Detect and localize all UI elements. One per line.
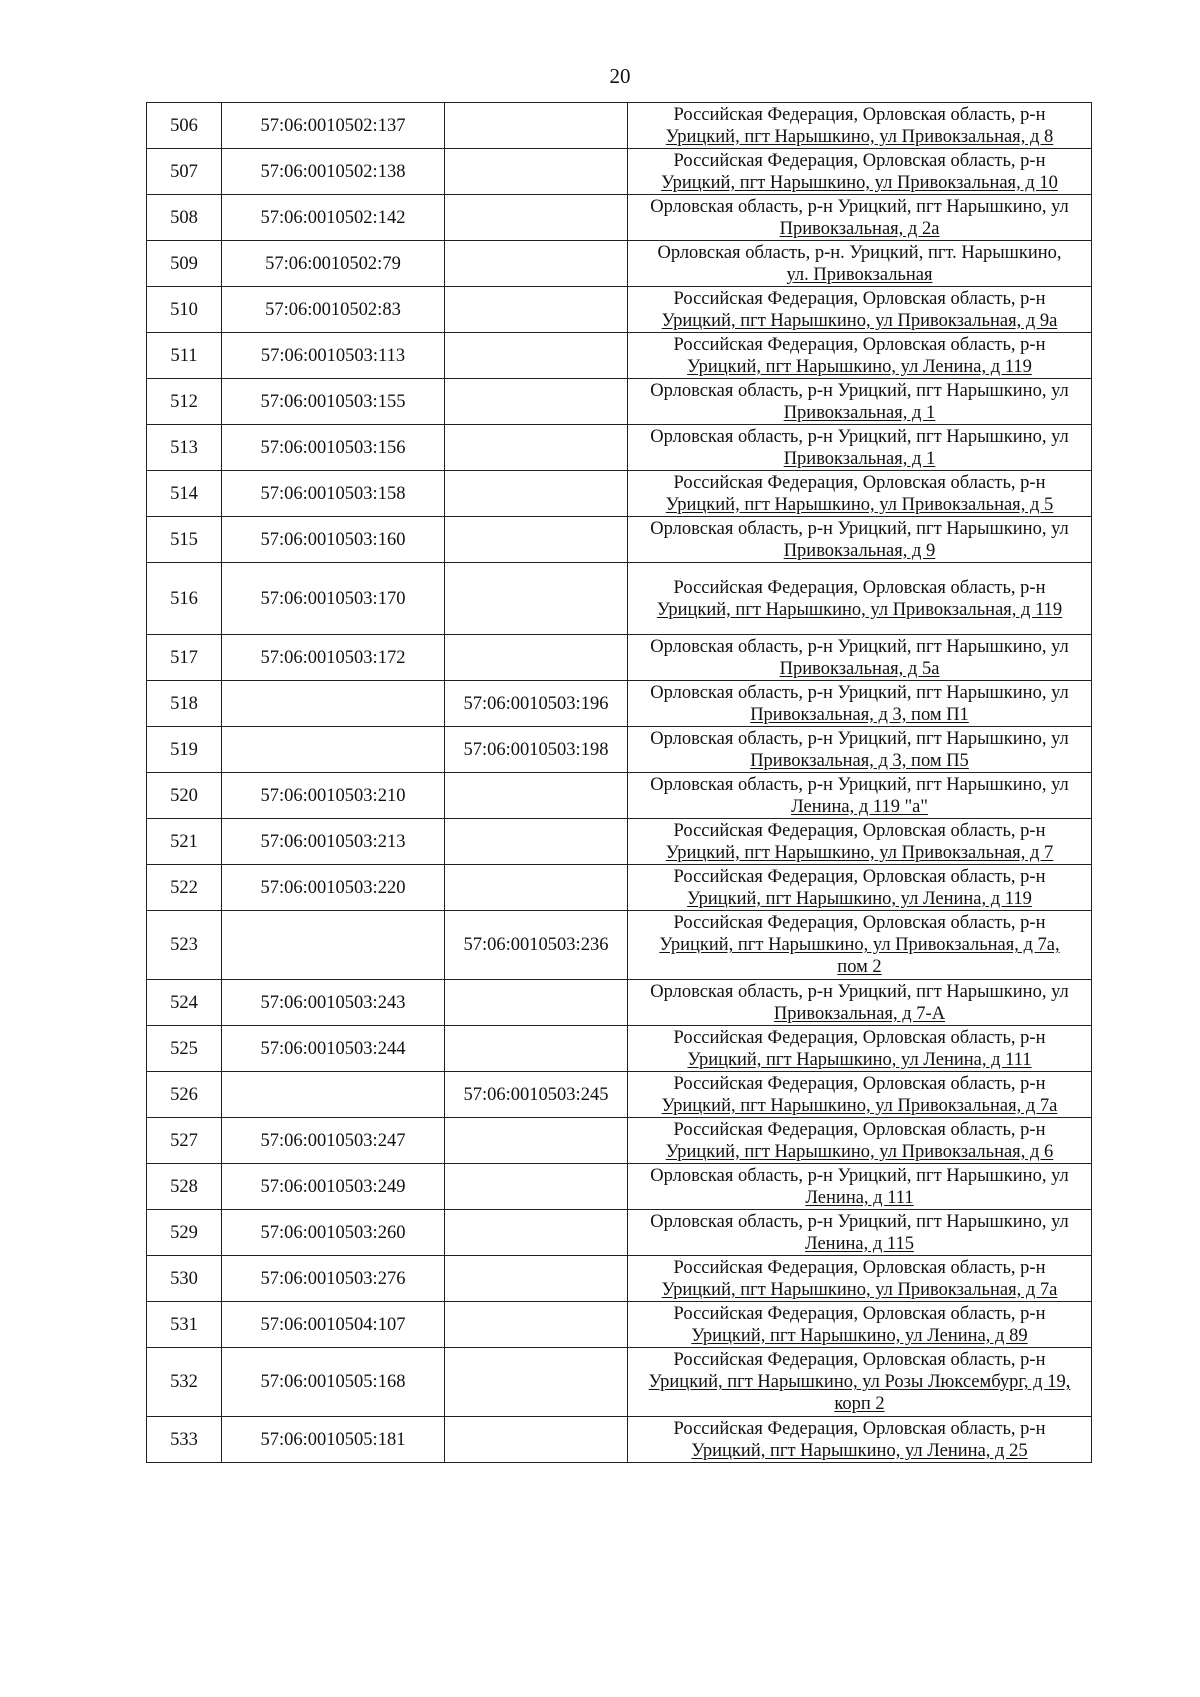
table-row bbox=[147, 1118, 1092, 1164]
address-line: Орловская область, р-н Урицкий, пгт Нарышкино, ул bbox=[650, 981, 1069, 1002]
address-line: Урицкий, пгт Нарышкино, ул Привокзальная, д 5 bbox=[665, 494, 1054, 515]
related-cadastral-number bbox=[445, 241, 628, 287]
row-number: 523 bbox=[147, 911, 222, 980]
row-number: 525 bbox=[147, 1026, 222, 1072]
address-line: Урицкий, пгт Нарышкино, ул Розы Люксембург, д 19, bbox=[648, 1372, 1071, 1392]
related-cadastral-number bbox=[445, 819, 628, 865]
address-line: Российская Федерация, Орловская область, р-н bbox=[673, 1257, 1046, 1278]
cadastral-number: 57:06:0010505:168 bbox=[222, 1348, 445, 1417]
related-cadastral-number bbox=[445, 1302, 628, 1348]
table-row bbox=[147, 287, 1092, 333]
address-line: Урицкий, пгт Нарышкино, ул Ленина, д 111 bbox=[687, 1049, 1032, 1070]
address-line: Российская Федерация, Орловская область, р-н bbox=[673, 1027, 1046, 1048]
row-number: 520 bbox=[147, 773, 222, 819]
address-line: Российская Федерация, Орловская область, р-н bbox=[673, 820, 1046, 841]
row-number: 512 bbox=[147, 379, 222, 425]
address-cell bbox=[628, 635, 1092, 681]
table-row bbox=[147, 563, 1092, 635]
address-line: Урицкий, пгт Нарышкино, ул Привокзальная, д 9а bbox=[661, 310, 1058, 331]
cadastral-number: 57:06:0010503:247 bbox=[222, 1118, 445, 1164]
related-cadastral-number bbox=[445, 980, 628, 1026]
related-cadastral-number bbox=[445, 563, 628, 635]
address-cell bbox=[628, 563, 1092, 635]
cadastral-number bbox=[222, 1072, 445, 1118]
address-cell bbox=[628, 103, 1092, 149]
row-number: 518 bbox=[147, 681, 222, 727]
address-line: Российская Федерация, Орловская область, р-н bbox=[673, 1073, 1046, 1094]
related-cadastral-number bbox=[445, 1210, 628, 1256]
address-cell bbox=[628, 773, 1092, 819]
related-cadastral-number bbox=[445, 1348, 628, 1417]
address-line: Российская Федерация, Орловская область, р-н bbox=[673, 577, 1046, 598]
table-row bbox=[147, 773, 1092, 819]
cadastral-number bbox=[222, 727, 445, 773]
cadastral-number: 57:06:0010503:249 bbox=[222, 1164, 445, 1210]
table-row bbox=[147, 681, 1092, 727]
page-number: 20 bbox=[609, 64, 631, 88]
address-line: Российская Федерация, Орловская область, р-н bbox=[673, 1303, 1046, 1324]
row-number: 529 bbox=[147, 1210, 222, 1256]
address-line: Орловская область, р-н Урицкий, пгт Нарышкино, ул bbox=[650, 196, 1069, 217]
row-number: 528 bbox=[147, 1164, 222, 1210]
related-cadastral-number bbox=[445, 517, 628, 563]
address-line: Российская Федерация, Орловская область, р-н bbox=[673, 913, 1046, 933]
cadastral-number: 57:06:0010503:213 bbox=[222, 819, 445, 865]
row-number: 521 bbox=[147, 819, 222, 865]
address-line: Урицкий, пгт Нарышкино, ул Привокзальная, д 6 bbox=[665, 1141, 1054, 1162]
row-number: 532 bbox=[147, 1348, 222, 1417]
row-number: 507 bbox=[147, 149, 222, 195]
row-number: 506 bbox=[147, 103, 222, 149]
address-line: Привокзальная, д 5а bbox=[779, 658, 940, 679]
cadastral-register-table bbox=[146, 102, 1092, 1463]
address-cell bbox=[628, 1164, 1092, 1210]
address-line: Орловская область, р-н Урицкий, пгт Нарышкино, ул bbox=[650, 774, 1069, 795]
address-line: Российская Федерация, Орловская область, р-н bbox=[673, 150, 1046, 171]
address-line: Привокзальная, д 1 bbox=[783, 448, 936, 469]
address-cell bbox=[628, 471, 1092, 517]
cadastral-number: 57:06:0010503:156 bbox=[222, 425, 445, 471]
table-row bbox=[147, 1210, 1092, 1256]
cadastral-number: 57:06:0010503:210 bbox=[222, 773, 445, 819]
address-line: Урицкий, пгт Нарышкино, ул Ленина, д 119 bbox=[687, 356, 1032, 377]
address-line: Российская Федерация, Орловская область, р-н bbox=[673, 472, 1046, 493]
address-cell bbox=[628, 149, 1092, 195]
address-line: Орловская область, р-н Урицкий, пгт Нарышкино, ул bbox=[650, 1211, 1069, 1232]
cadastral-number: 57:06:0010503:243 bbox=[222, 980, 445, 1026]
table-row bbox=[147, 635, 1092, 681]
address-line: Урицкий, пгт Нарышкино, ул Привокзальная, д 7а bbox=[661, 1279, 1058, 1300]
address-cell bbox=[628, 1118, 1092, 1164]
address-line: Урицкий, пгт Нарышкино, ул Привокзальная, д 8 bbox=[665, 126, 1054, 147]
related-cadastral-number: 57:06:0010503:236 bbox=[445, 911, 628, 980]
address-line: Орловская область, р-н Урицкий, пгт Нарышкино, ул bbox=[650, 1165, 1069, 1186]
address-line: Российская Федерация, Орловская область, р-н bbox=[673, 1418, 1046, 1439]
table-row bbox=[147, 103, 1092, 149]
cadastral-number: 57:06:0010503:113 bbox=[222, 333, 445, 379]
related-cadastral-number bbox=[445, 195, 628, 241]
related-cadastral-number bbox=[445, 1164, 628, 1210]
row-number: 513 bbox=[147, 425, 222, 471]
row-number: 508 bbox=[147, 195, 222, 241]
row-number: 517 bbox=[147, 635, 222, 681]
row-number: 530 bbox=[147, 1256, 222, 1302]
address-cell bbox=[628, 911, 1092, 980]
address-line: Урицкий, пгт Нарышкино, ул Ленина, д 119 bbox=[687, 888, 1032, 909]
related-cadastral-number bbox=[445, 1256, 628, 1302]
related-cadastral-number bbox=[445, 149, 628, 195]
row-number: 519 bbox=[147, 727, 222, 773]
related-cadastral-number bbox=[445, 471, 628, 517]
address-cell bbox=[628, 1348, 1092, 1417]
table-row bbox=[147, 980, 1092, 1026]
row-number: 510 bbox=[147, 287, 222, 333]
cadastral-number: 57:06:0010503:172 bbox=[222, 635, 445, 681]
table-row bbox=[147, 1164, 1092, 1210]
cadastral-number: 57:06:0010503:220 bbox=[222, 865, 445, 911]
row-number: 524 bbox=[147, 980, 222, 1026]
related-cadastral-number bbox=[445, 1118, 628, 1164]
related-cadastral-number: 57:06:0010503:245 bbox=[445, 1072, 628, 1118]
address-line: Урицкий, пгт Нарышкино, ул Привокзальная, д 7 bbox=[665, 842, 1054, 863]
cadastral-number bbox=[222, 911, 445, 980]
address-line: Орловская область, р-н Урицкий, пгт Нарышкино, ул bbox=[650, 636, 1069, 657]
related-cadastral-number bbox=[445, 425, 628, 471]
address-line: Орловская область, р-н Урицкий, пгт Нарышкино, ул bbox=[650, 380, 1069, 401]
row-number: 533 bbox=[147, 1417, 222, 1463]
table-row bbox=[147, 911, 1092, 980]
cadastral-number: 57:06:0010503:276 bbox=[222, 1256, 445, 1302]
address-line: Урицкий, пгт Нарышкино, ул Привокзальная, д 7а, bbox=[659, 935, 1060, 955]
cadastral-number: 57:06:0010503:155 bbox=[222, 379, 445, 425]
address-line: Урицкий, пгт Нарышкино, ул Ленина, д 89 bbox=[691, 1325, 1028, 1346]
address-cell bbox=[628, 727, 1092, 773]
address-cell bbox=[628, 865, 1092, 911]
row-number: 527 bbox=[147, 1118, 222, 1164]
address-cell bbox=[628, 379, 1092, 425]
address-line: Российская Федерация, Орловская область, р-н bbox=[673, 1119, 1046, 1140]
cadastral-number: 57:06:0010503:244 bbox=[222, 1026, 445, 1072]
address-cell bbox=[628, 1256, 1092, 1302]
row-number: 515 bbox=[147, 517, 222, 563]
table-row bbox=[147, 727, 1092, 773]
address-line: Привокзальная, д 3, пом П5 bbox=[750, 750, 969, 771]
related-cadastral-number bbox=[445, 635, 628, 681]
address-line: Орловская область, р-н Урицкий, пгт Нарышкино, ул bbox=[650, 518, 1069, 539]
address-cell bbox=[628, 980, 1092, 1026]
table-row bbox=[147, 333, 1092, 379]
cadastral-number: 57:06:0010503:158 bbox=[222, 471, 445, 517]
address-cell bbox=[628, 819, 1092, 865]
cadastral-number: 57:06:0010502:138 bbox=[222, 149, 445, 195]
address-line: Российская Федерация, Орловская область, р-н bbox=[673, 104, 1046, 125]
row-number: 514 bbox=[147, 471, 222, 517]
address-line: корп 2 bbox=[834, 1394, 885, 1414]
cadastral-number bbox=[222, 681, 445, 727]
address-line: Российская Федерация, Орловская область, р-н bbox=[673, 866, 1046, 887]
address-line: Ленина, д 111 bbox=[805, 1187, 914, 1208]
address-line: Урицкий, пгт Нарышкино, ул Привокзальная, д 10 bbox=[661, 172, 1058, 193]
address-line: Урицкий, пгт Нарышкино, ул Ленина, д 25 bbox=[691, 1440, 1028, 1461]
row-number: 511 bbox=[147, 333, 222, 379]
table-row bbox=[147, 425, 1092, 471]
table-row bbox=[147, 819, 1092, 865]
table-row bbox=[147, 1026, 1092, 1072]
related-cadastral-number bbox=[445, 1417, 628, 1463]
address-cell bbox=[628, 1302, 1092, 1348]
table-row bbox=[147, 149, 1092, 195]
table-row bbox=[147, 195, 1092, 241]
table-row bbox=[147, 1302, 1092, 1348]
related-cadastral-number bbox=[445, 773, 628, 819]
related-cadastral-number bbox=[445, 103, 628, 149]
related-cadastral-number bbox=[445, 287, 628, 333]
table-row bbox=[147, 1256, 1092, 1302]
address-line: Орловская область, р-н. Урицкий, пгт. Нарышкино, bbox=[657, 242, 1062, 263]
table-row bbox=[147, 1417, 1092, 1463]
cadastral-number: 57:06:0010502:142 bbox=[222, 195, 445, 241]
cadastral-number: 57:06:0010503:170 bbox=[222, 563, 445, 635]
related-cadastral-number bbox=[445, 379, 628, 425]
cadastral-number: 57:06:0010502:79 bbox=[222, 241, 445, 287]
address-line: Привокзальная, д 7-А bbox=[773, 1003, 946, 1024]
address-line: пом 2 bbox=[837, 957, 882, 977]
cadastral-number: 57:06:0010503:260 bbox=[222, 1210, 445, 1256]
address-line: Привокзальная, д 1 bbox=[783, 402, 936, 423]
address-line: Урицкий, пгт Нарышкино, ул Привокзальная, д 7а bbox=[661, 1095, 1058, 1116]
table-row bbox=[147, 865, 1092, 911]
table-row bbox=[147, 517, 1092, 563]
row-number: 526 bbox=[147, 1072, 222, 1118]
address-cell bbox=[628, 517, 1092, 563]
cadastral-number: 57:06:0010504:107 bbox=[222, 1302, 445, 1348]
address-line: Привокзальная, д 2а bbox=[779, 218, 940, 239]
address-line: Привокзальная, д 3, пом П1 bbox=[750, 704, 969, 725]
address-line: Ленина, д 119 "а" bbox=[791, 796, 928, 817]
address-line: Российская Федерация, Орловская область, р-н bbox=[673, 1350, 1046, 1370]
cadastral-number: 57:06:0010505:181 bbox=[222, 1417, 445, 1463]
address-line: Урицкий, пгт Нарышкино, ул Привокзальная, д 119 bbox=[656, 599, 1063, 620]
table-row bbox=[147, 1072, 1092, 1118]
table-row bbox=[147, 471, 1092, 517]
related-cadastral-number: 57:06:0010503:196 bbox=[445, 681, 628, 727]
row-number: 516 bbox=[147, 563, 222, 635]
address-line: Орловская область, р-н Урицкий, пгт Нарышкино, ул bbox=[650, 426, 1069, 447]
address-cell bbox=[628, 1210, 1092, 1256]
address-cell bbox=[628, 425, 1092, 471]
row-number: 522 bbox=[147, 865, 222, 911]
cadastral-number: 57:06:0010503:160 bbox=[222, 517, 445, 563]
address-line: Российская Федерация, Орловская область, р-н bbox=[673, 288, 1046, 309]
address-cell bbox=[628, 287, 1092, 333]
related-cadastral-number: 57:06:0010503:198 bbox=[445, 727, 628, 773]
related-cadastral-number bbox=[445, 333, 628, 379]
cadastral-number: 57:06:0010502:137 bbox=[222, 103, 445, 149]
address-cell bbox=[628, 1026, 1092, 1072]
address-cell bbox=[628, 1072, 1092, 1118]
related-cadastral-number bbox=[445, 1026, 628, 1072]
address-cell bbox=[628, 195, 1092, 241]
address-line: ул. Привокзальная bbox=[786, 264, 933, 285]
address-line: Привокзальная, д 9 bbox=[783, 540, 936, 561]
address-cell bbox=[628, 333, 1092, 379]
address-cell bbox=[628, 241, 1092, 287]
table-row bbox=[147, 1348, 1092, 1417]
row-number: 509 bbox=[147, 241, 222, 287]
address-line: Ленина, д 115 bbox=[805, 1233, 914, 1254]
address-line: Орловская область, р-н Урицкий, пгт Нарышкино, ул bbox=[650, 728, 1069, 749]
table-row bbox=[147, 379, 1092, 425]
related-cadastral-number bbox=[445, 865, 628, 911]
cadastral-number: 57:06:0010502:83 bbox=[222, 287, 445, 333]
table-row bbox=[147, 241, 1092, 287]
address-line: Орловская область, р-н Урицкий, пгт Нарышкино, ул bbox=[650, 682, 1069, 703]
address-cell bbox=[628, 1417, 1092, 1463]
row-number: 531 bbox=[147, 1302, 222, 1348]
address-line: Российская Федерация, Орловская область, р-н bbox=[673, 334, 1046, 355]
address-cell bbox=[628, 681, 1092, 727]
